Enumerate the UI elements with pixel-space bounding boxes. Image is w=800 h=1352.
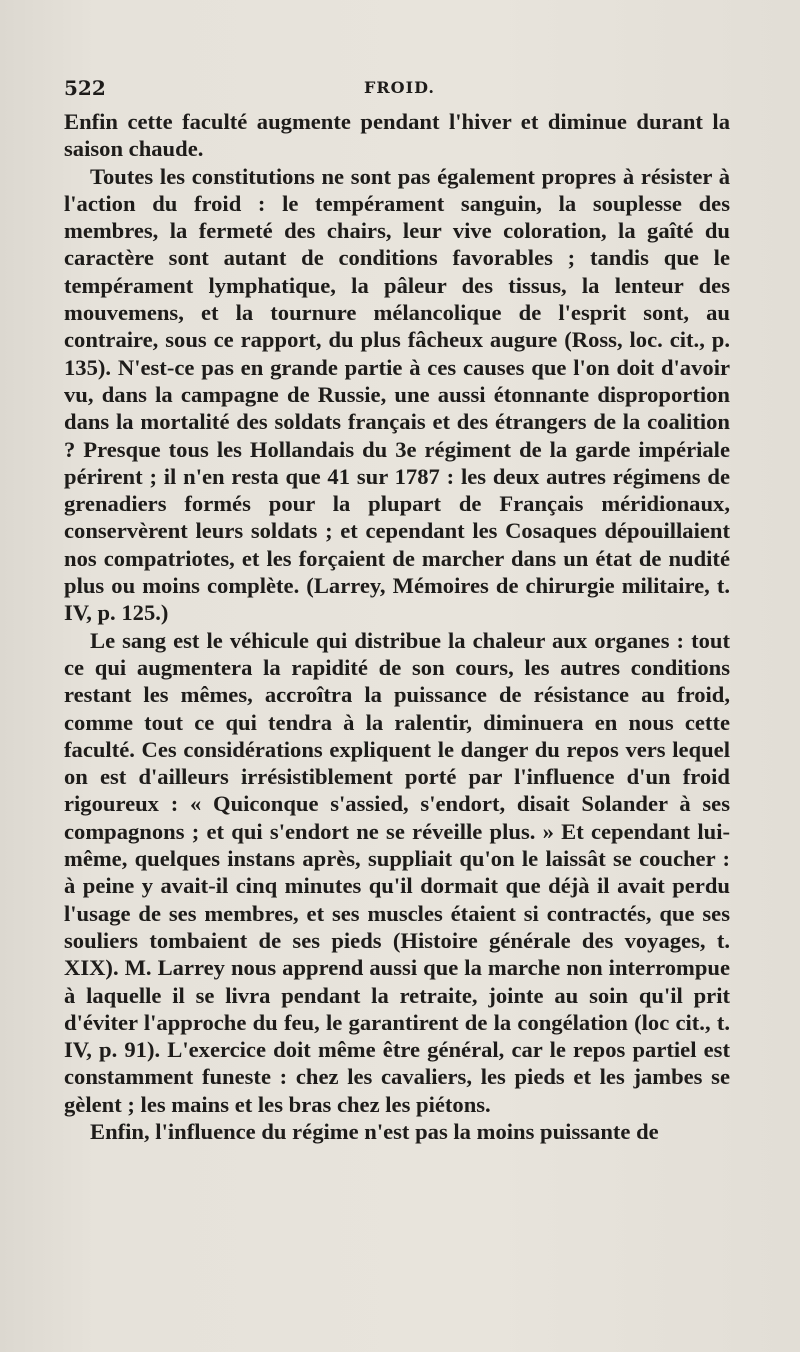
paragraph-2: Toutes les constitutions ne sont pas également propres à résister à l'action du froid : le tempérament sanguin, la souplesse des membres, la fermeté des chairs, leur vive coloration, la gaîté du caractère sont autant de conditions favorables ; tandis que le tempérament lymphatique, la pâleur des tissus, la lenteur des mouvemens, et la tournure mélancolique de l'esprit sont, au contraire, sous ce rapport, du plus fâcheux augure (Ross, loc. cit., p. 135). N'est-ce pas en grande partie à ces causes que l'on doit d'avoir vu, dans la campagne de Russie, une aussi étonnante disproportion dans la mortalité des soldats français et des étrangers de la coalition ? Presque tous les Hollandais du 3e régiment de la garde impériale périrent ; il n'en resta que 41 sur 1787 : les deux autres régimens de grenadiers formés pour la plupart de Français méridionaux, conservèrent leurs soldats ; et cependant les Cosaques dépouillaient nos compatriotes, et les forçaient de marcher dans un état de nudité plus ou moins complète. (Larrey, Mémoires de chirurgie militaire, t. IV, p. 125.) [64, 163, 730, 626]
page-number: 522 [64, 76, 106, 100]
running-title: FROID. [364, 78, 435, 97]
page-header [64, 76, 728, 104]
paragraph-3: Le sang est le véhicule qui distribue la chaleur aux organes : tout ce qui augmentera la rapidité de son cours, les autres conditions restant les mêmes, accroîtra la puissance de résistance au froid, comme tout ce qui tendra à la ralentir, diminuera en nous cette faculté. Ces considérations expliquent le danger du repos vers lequel on est d'ailleurs irrésistiblement porté par l'influence d'un froid rigoureux : « Quiconque s'assied, s'endort, disait Solander à ses compagnons ; et qui s'endort ne se réveille plus. » Et cependant lui-même, quelques instans après, suppliait qu'on le laissât se coucher : à peine y avait-il cinq minutes qu'il dormait que déjà il avait perdu l'usage de ses membres, et ses muscles étaient si contractés, que ses souliers tombaient de ses pieds (Histoire générale des voyages, t. XIX). M. Larrey nous apprend aussi que la marche non interrompue à laquelle il se livra pendant la retraite, jointe au soin qu'il prit d'éviter l'approche du feu, le garantirent de la congélation (loc cit., t. IV, p. 91). L'exercice doit même être général, car le repos partiel est constamment funeste : chez les cavaliers, les pieds et les jambes se gèlent ; les mains et les bras chez les piétons. [64, 627, 730, 1117]
body-text [64, 108, 730, 1145]
paragraph-4: Enfin, l'influence du régime n'est pas la moins puissante de [90, 1118, 659, 1144]
paragraph-1: Enfin cette faculté augmente pendant l'hiver et diminue durant la saison chaude. [64, 109, 730, 162]
